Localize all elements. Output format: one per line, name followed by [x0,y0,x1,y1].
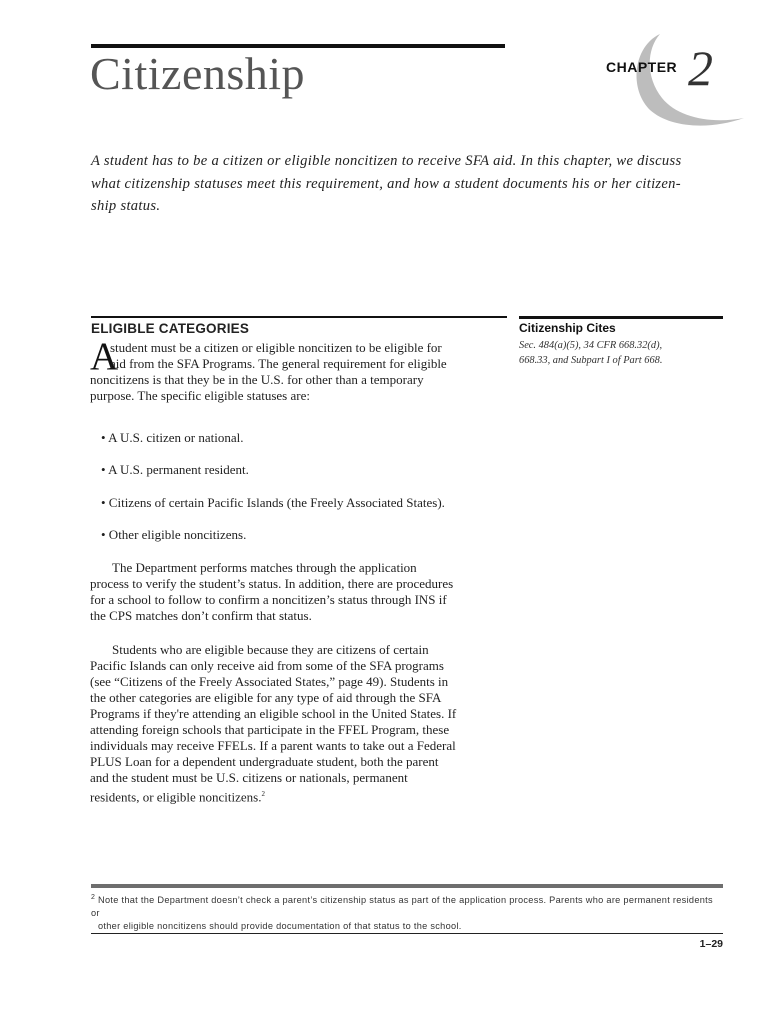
paragraph-2: The Department performs matches through the application process to verify the student’s status. In addition, there are procedures for a school to follow to confirm a noncitizen’s status through INS if the CPS matches don’t confirm that status. [90,560,454,623]
bullet-item: • Other eligible noncitizens. [101,527,247,542]
chapter-arc-graphic [620,26,750,134]
bullet-item: • A U.S. permanent resident. [101,462,249,477]
sidebar-title: Citizenship Cites [519,321,616,335]
intro-line: ship status. [91,198,161,214]
section-heading: ELIGIBLE CATEGORIES [91,321,250,336]
chapter-label: CHAPTER [606,59,678,75]
footer-rule [91,933,723,934]
page-title: Citizenship [90,48,306,99]
chapter-number: 2 [688,40,713,96]
page-number: 1–29 [699,938,723,950]
footnote-marker: 2 [91,894,96,901]
footnote-reference[interactable]: 2 [261,790,265,798]
sidebar-citation: Sec. 484(a)(5), 34 CFR 668.32(d), 668.33, and Subpart I of Part 668. [519,340,663,366]
intro-line: A student has to be a citizen or eligible noncitizen to receive SFA aid. In this chapter, we discuss [91,153,682,169]
drop-cap: A [90,335,119,378]
bullet-item: • A U.S. citizen or national. [101,430,244,445]
bullet-item: • Citizens of certain Pacific Islands (the Freely Associated States). [101,495,445,510]
section-rule [91,316,507,318]
paragraph-3: Students who are eligible because they are citizens of certain Pacific Islands can only receive aid from some of the SFA programs (see “Citizens of the Freely Associated States,” page 49). Students in the other categories are eligible for any type of aid through the SFA Programs if they're attending an eligible school in the United States. If attending foreign schools that participate in the FFEL Program, these individuals may receive FFELs. If a parent wants to take out a Federal PLUS Loan for a dependent undergraduate student, both the parent and the student must be U.S. citizens or nationals, permanent residents, or eligible noncitizens.$^2$ [90,642,457,805]
paragraph-1-line: student must be a citizen or eligible noncitizen to be eligible for aid from the SFA Programs. The general requirement for eligible [110,340,447,371]
chapter-intro [91,150,723,218]
intro-line: what citizenship statuses meet this requirement, and how a student documents his or her citizen- [91,175,681,192]
paragraph-1-rest: noncitizens is that they be in the U.S. for other than a temporary purpose. The specific eligible statuses are: [90,372,424,403]
sidebar-rule [519,316,723,319]
footnote-rule [91,884,723,888]
footnote: $^2$ Note that the Department doesn’t check a parent’s citizenship status as part of the application process. Parents who are permanent residents or other eligible noncitizens should provide documentation of that status to the school. [91,894,713,932]
